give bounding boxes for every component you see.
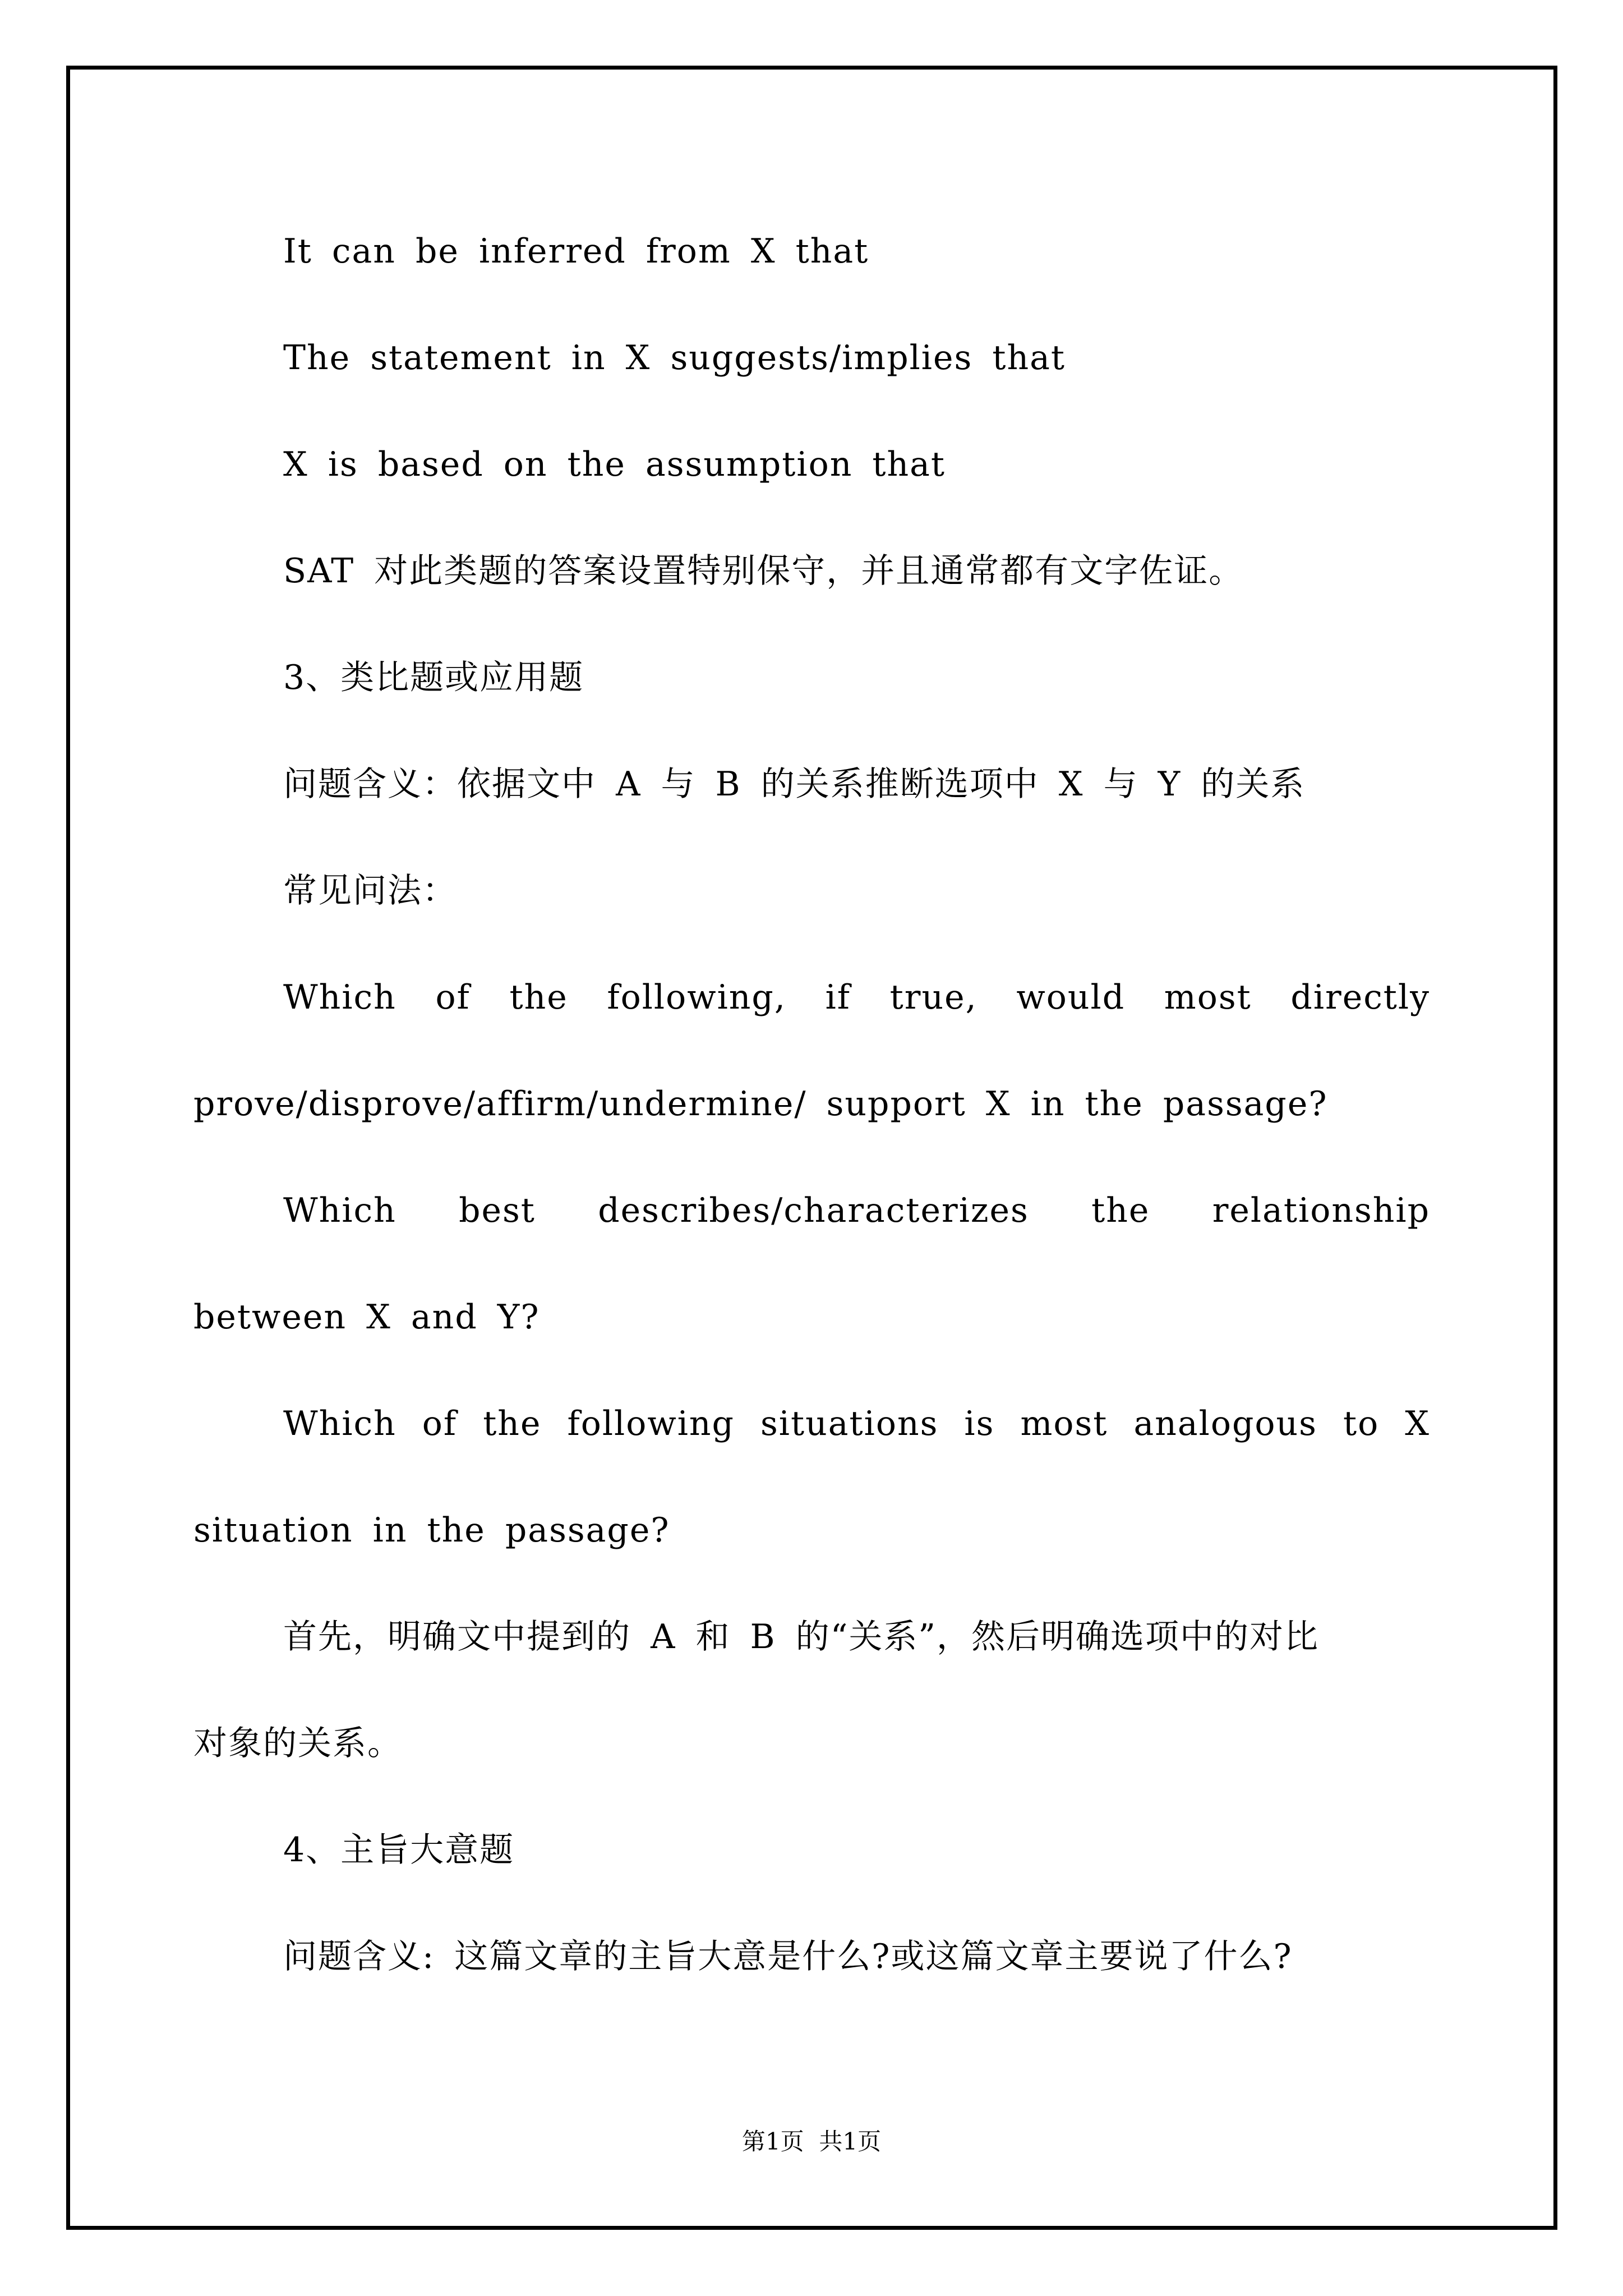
section-heading: 4、主旨大意题 [283,1830,515,1870]
text-line: 问题含义：依据文中 A 与 B 的关系推断选项中 X 与 Y 的关系 [283,765,1306,804]
text-line: 对象的关系。 [193,1724,402,1763]
text-line: between X and Y? [193,1297,540,1337]
page-footer: 第1页 共1页 [741,2128,882,2155]
text-line: Which of the following situations is most analogous to X [283,1404,1430,1443]
text-line: Which of the following, if true, would most directly [283,978,1430,1017]
text-line: Which best describes/characterizes the relationship [283,1191,1430,1230]
text-line: prove/disprove/affirm/undermine/ support X in the passage? [193,1084,1328,1124]
section-heading: 3、类比题或应用题 [283,658,584,697]
text-line: situation in the passage? [193,1511,670,1550]
text-line: 常见问法： [283,871,457,910]
text-line: It can be inferred from X that [283,232,869,271]
text-line: X is based on the assumption that [283,445,946,484]
text-line: 首先，明确文中提到的 A 和 B 的“关系”，然后明确选项中的对比 [283,1617,1320,1657]
text-line: SAT 对此类题的答案设置特别保守，并且通常都有文字佐证。 [283,551,1244,591]
text-line: 问题含义: 这篇文章的主旨大意是什么?或这篇文章主要说了什么? [283,1937,1293,1976]
document-text-block [193,198,1430,2010]
text-line: The statement in X suggests/implies that [283,338,1066,378]
